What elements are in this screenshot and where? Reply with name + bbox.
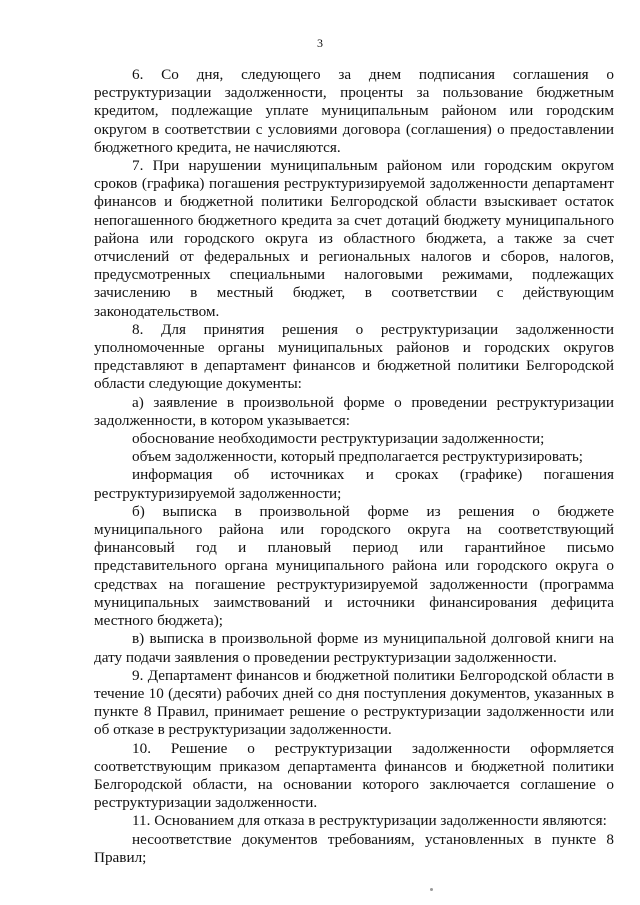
paragraph-8a-item-2: объем задолженности, который предполагается реструктуризировать; [132,448,583,466]
paragraph-8a: а) заявление в произвольной форме о проведении реструктуризации задолженности, в котором указывается: [94,393,614,429]
scan-speck [430,888,433,891]
document-body [94,66,614,867]
paragraph-11: 11. Основанием для отказа в реструктуризации задолженности являются: [132,812,607,830]
paragraph-8c: в) выписка в произвольной форме из муниципальной долговой книги на дату подачи заявления о проведении реструктуризации задолженности. [94,630,614,666]
paragraph-11-item-1: несоответствие документов требованиям, установленных в пункте 8 Правил; [94,830,614,866]
paragraph-7: 7. При нарушении муниципальным районом или городским округом сроков (графика) погашения реструктуризируемой задолженности департамент финансов и бюджетной политики Белгородской области взыскивает остаток непогашенного бюджетного кредита за счет дотаций бюджету муниципального района или городского округа из областного бюджета, а также за счет отчислений от федеральных и региональных налогов и сборов, налогов, предусмотренных специальными налоговыми режимами, подлежащих зачислению в местный бюджет, в соответствии с действующим законодательством. [94,157,614,320]
paragraph-9: 9. Департамент финансов и бюджетной политики Белгородской области в течение 10 (десяти) рабочих дней со дня поступления документов, указанных в пункте 8 Правил, принимает решение о реструктуризации задолженности или об отказе в реструктуризации задолженности. [94,666,614,739]
page-number: 3 [317,36,323,50]
paragraph-8: 8. Для принятия решения о реструктуризации задолженности уполномоченные органы муниципальных районов и городских округов представляют в департамент финансов и бюджетной политики Белгородской области следующие документы: [94,320,614,393]
paragraph-6: 6. Со дня, следующего за днем подписания соглашения о реструктуризации задолженности, проценты за пользование бюджетным кредитом, подлежащие уплате муниципальным районом или городским округом в соответствии с условиями договора (соглашения) о предоставлении бюджетного кредита, не начисляются. [94,66,614,156]
paragraph-8a-item-3: информация об источниках и сроках (графике) погашения реструктуризируемой задолженности; [94,466,614,502]
paragraph-8a-item-1: обоснование необходимости реструктуризации задолженности; [132,430,545,448]
paragraph-8b: б) выписка в произвольной форме из решения о бюджете муниципального района или городского округа на соответствующий финансовый год и плановый период или гарантийное письмо представительного органа муниципального района или городского округа о средствах на погашение реструктуризируемой задолженности (программа муниципальных заимствований и источники финансирования дефицита местного бюджета); [94,502,614,630]
paragraph-10: 10. Решение о реструктуризации задолженности оформляется соответствующим приказом департамента финансов и бюджетной политики Белгородской области, на основании которого заключается соглашение о реструктуризации задолженности. [94,739,614,812]
